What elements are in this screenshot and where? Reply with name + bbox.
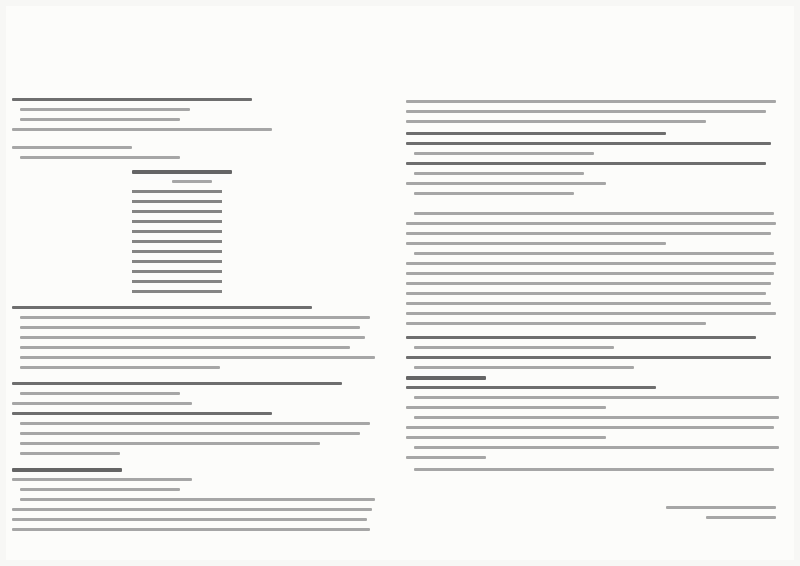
questions-18-20: [406, 132, 786, 202]
section-3-language: [12, 468, 382, 538]
writing-section: [406, 376, 786, 476]
question-16-17: [12, 382, 382, 462]
question-15: [12, 306, 382, 376]
exam-authors: [406, 506, 786, 526]
page-8: [406, 6, 786, 560]
exam-sheet: [6, 6, 794, 560]
page-7: [6, 6, 386, 560]
question-13: [12, 98, 382, 138]
poem-section: [12, 146, 382, 296]
passage-2: [406, 212, 786, 332]
